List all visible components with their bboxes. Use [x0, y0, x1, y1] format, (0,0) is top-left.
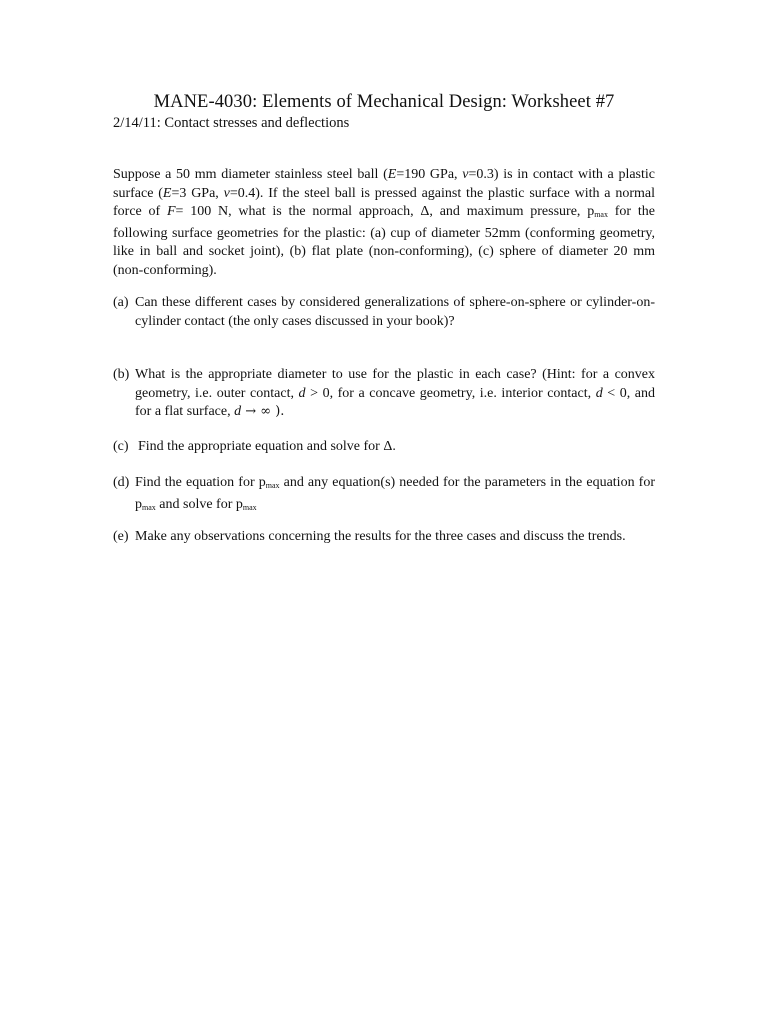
intro-text-2: =190 GPa,: [396, 167, 463, 182]
question-label: (a): [113, 295, 129, 310]
question-text: Make any observations concerning the results for the three cases and discuss the trends.: [135, 529, 626, 544]
question-text: Find the appropriate equation and solve for Δ.: [138, 439, 396, 454]
question-text: [135, 474, 655, 517]
modulus-symbol: E: [387, 167, 397, 182]
intro-text-1: Suppose a 50 mm diameter stainless steel ball (: [113, 167, 388, 182]
question-label: (d): [113, 475, 130, 490]
question-d-text-1: Find the equation for p: [135, 475, 266, 490]
question-b-text-2: > 0, for a concave geometry, i.e. interior contact,: [305, 385, 596, 401]
diameter-symbol: d: [234, 404, 242, 420]
question-b-text-3: < 0, and for a flat surface,: [135, 385, 656, 420]
question-text: Can these different cases by considered generalizations of sphere-on-sphere or cylinder-on-cylinder contact (the only cases discussed in your book)?: [135, 295, 655, 329]
poisson-symbol: ν: [223, 185, 230, 201]
force-symbol: F: [166, 204, 176, 220]
question-d-text-3: and solve for p: [155, 496, 243, 512]
question-d: [113, 474, 655, 517]
question-b-text-1: What is the appropriate diameter to use for the plastic in each case? (Hint: for a convex geometry, i.e. outer contact,: [135, 367, 655, 401]
poisson-symbol: ν: [462, 167, 469, 182]
intro-text-3: =0.3) is in contact with a plastic surface (: [113, 167, 655, 201]
pmax-subscript: max: [594, 210, 608, 220]
question-d-text-2: and any equation(s) needed for the parameters in the equation for p: [135, 475, 655, 512]
question-label: (b): [113, 367, 130, 382]
intro-text-4: =3 GPa,: [171, 185, 224, 201]
problem-statement: [113, 166, 655, 281]
question-b: [113, 366, 655, 422]
page-subtitle: 2/14/11: Contact stresses and deflections: [113, 115, 350, 131]
question-b-text-4: → ∞ ).: [241, 404, 285, 420]
pmax-subscript: max: [142, 502, 156, 512]
pmax-subscript: max: [265, 481, 280, 490]
question-c: [113, 438, 655, 457]
question-a: [113, 294, 655, 331]
question-text: [135, 366, 655, 422]
page-title: MANE-4030: Elements of Mechanical Design: Worksheet #7: [153, 92, 615, 112]
diameter-symbol: d: [595, 385, 603, 401]
intro-text-7: for the following surface geometries for the plastic: (a) cup of diameter 52mm (conforming geometry, like in ball and socket joint), (b) flat plate (non-conforming), (c) sphere of diameter 20 mm (non-conforming).: [113, 204, 655, 278]
pmax-subscript: max: [242, 502, 257, 512]
intro-text-6: = 100 N, what is the normal approach, Δ, and maximum pressure, p: [175, 204, 595, 220]
diameter-symbol: d: [298, 385, 306, 401]
question-e: [113, 528, 655, 547]
intro-text-5: =0.4). If the steel ball is pressed against the plastic surface with a normal force of: [113, 185, 655, 220]
question-label: (e): [113, 529, 129, 544]
modulus-symbol: E: [162, 185, 172, 201]
question-label: (c): [113, 439, 129, 454]
